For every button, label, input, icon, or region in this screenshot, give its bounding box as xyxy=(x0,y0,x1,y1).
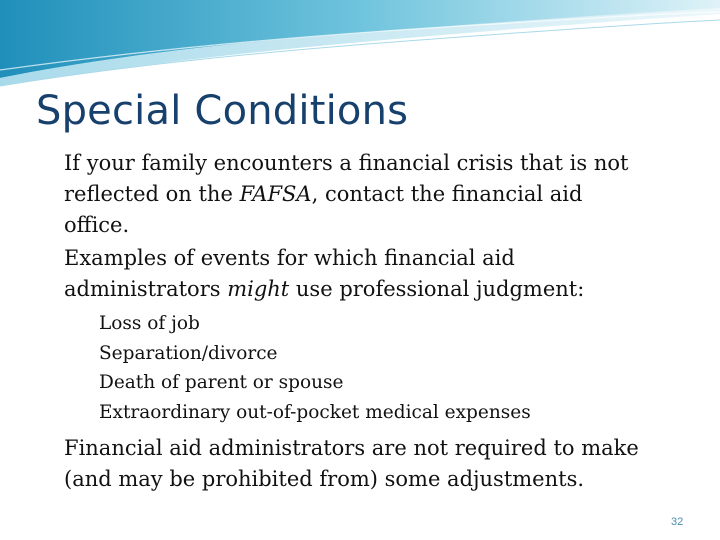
bullet-item: Financial aid administrators are not required to make (and may be prohibited from) some adjustments. xyxy=(64,436,639,491)
bullet-item: If your family encounters a financial crisis that is not reflected on the FAFSA, contact the financial aid office. xyxy=(64,151,629,237)
sub-bullet-item: Death of parent or spouse xyxy=(99,372,344,393)
slide-number: 32 xyxy=(671,516,684,528)
sub-bullet-item: Separation/divorce xyxy=(99,342,278,364)
might-emphasis: might xyxy=(227,277,290,301)
sub-bullet-item: Extraordinary out-of-pocket medical expenses xyxy=(99,401,531,423)
bullet-item: Examples of events for which financial aid administrators might use professional judgment: xyxy=(64,246,585,301)
sub-bullet-list xyxy=(44,309,704,427)
slide-title: Special Conditions xyxy=(36,88,409,134)
fafsa-emphasis: FAFSA xyxy=(239,182,312,206)
slide-body xyxy=(44,148,704,495)
sub-bullet-item: Loss of job xyxy=(99,313,200,334)
header-wave-decoration xyxy=(0,0,720,90)
